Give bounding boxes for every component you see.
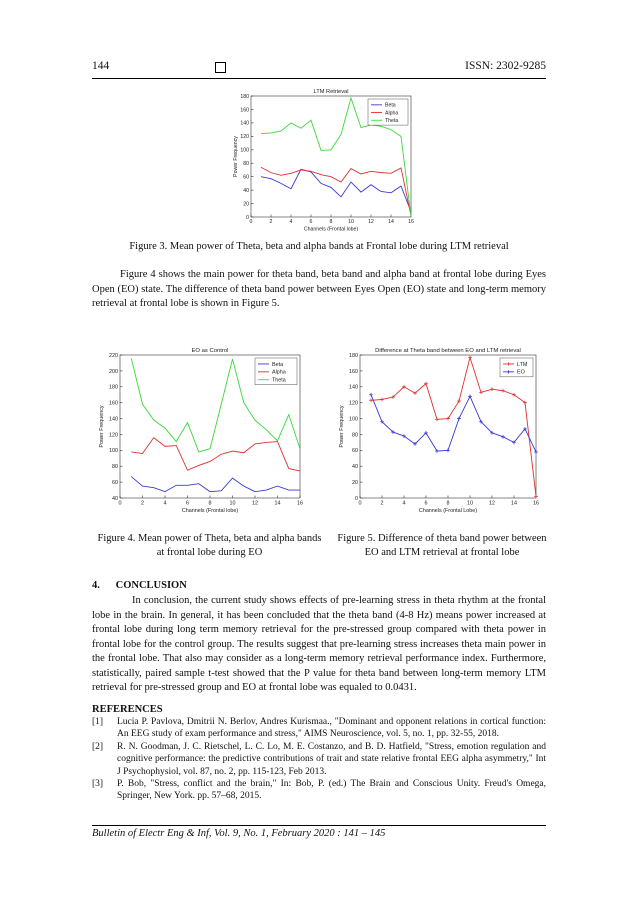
legend-label: Theta: [272, 377, 286, 384]
checkbox-square-icon: [215, 62, 226, 73]
body-paragraph: Figure 4 shows the main power for theta band, beta band and alpha band at frontal lobe during Eyes Open (EO) state. The difference of theta band power between Eyes Open (EO) state and long-term memory retrieval at frontal lobe is shown in Figure 5.: [92, 269, 546, 309]
legend-label: Alpha: [385, 110, 399, 117]
y-tick-label: 220: [109, 352, 118, 359]
page-header: [92, 60, 546, 78]
x-tick-label: 4: [289, 219, 293, 226]
footer-rule: [92, 825, 546, 826]
y-tick-label: 20: [352, 480, 358, 487]
reference-number: [1]: [92, 717, 104, 727]
x-tick-label: 12: [252, 500, 258, 507]
y-tick-label: 180: [240, 93, 249, 100]
legend-label: EO: [517, 369, 525, 376]
conclusion-text: In conclusion, the current study shows effects of pre-learning stress in theta rhythm at the frontal lobe in the brain. In general, it has been concluded that the theta band (4-8 Hz) means power increased at frontal lobe during long term memory retrieval for the pre-stressed group compared with theta power in frontal lobe for the control group. The results suggest that pre-learning stress increases theta main power in the frontal lobe. That also may consider as a long-term memory retrieval performance index. Furthermore, statistically, paired sample t-test showed that the P value for theta band between long-term memory LTM retrieval for pre-stressed group and EO at frontal lobe was equaled to 0.0431.: [92, 595, 546, 693]
figure-4-caption-line1: Figure 4. Mean power of Theta, beta and alpha bands: [97, 533, 322, 544]
legend-label: Beta: [385, 102, 396, 109]
y-tick-label: 80: [243, 161, 249, 168]
y-tick-label: 60: [112, 480, 118, 487]
x-tick-label: 0: [118, 500, 122, 507]
x-tick-label: 10: [467, 500, 473, 507]
x-tick-label: 10: [348, 219, 354, 226]
y-tick-label: 160: [349, 368, 358, 375]
y-tick-label: 80: [112, 464, 118, 471]
y-tick-label: 0: [246, 214, 249, 221]
figure-5-caption-line2: EO and LTM retrieval at frontal lobe: [364, 547, 520, 558]
x-tick-label: 4: [402, 500, 406, 507]
y-tick-label: 60: [352, 448, 358, 455]
x-tick-label: 14: [274, 500, 281, 507]
y-tick-label: 0: [355, 495, 358, 502]
chart-title: LTM Retrieval: [313, 89, 349, 95]
reference-item: [92, 778, 546, 804]
header-rule: [92, 78, 546, 79]
y-axis-label: Power Frequency: [233, 136, 239, 177]
reference-item: [92, 741, 546, 779]
x-tick-label: 14: [388, 219, 394, 226]
y-tick-label: 120: [349, 400, 358, 407]
y-tick-label: 40: [352, 464, 358, 471]
legend-label: Theta: [385, 118, 399, 125]
legend-label: Beta: [272, 361, 284, 368]
y-tick-label: 140: [240, 120, 249, 127]
reference-text: Lucia P. Pavlova, Dmitrii N. Berlov, Andres Kurismaa., "Dominant and opponent relations in cortical function: An EEG study of exam performance and stress," AIMS Neuroscience, vol. 5, no. 1, pp. 32-55, 2018.: [117, 717, 546, 740]
figure-4-caption: [92, 532, 327, 560]
conclusion-heading: 4. CONCLUSION: [92, 580, 187, 591]
x-tick-label: 6: [186, 500, 189, 507]
y-tick-label: 160: [240, 107, 249, 114]
x-tick-label: 16: [408, 219, 414, 226]
y-tick-label: 20: [243, 201, 249, 208]
y-tick-label: 180: [349, 352, 358, 359]
reference-number: [3]: [92, 779, 104, 789]
y-tick-label: 60: [243, 174, 249, 181]
figure-3-caption: Figure 3. Mean power of Theta, beta and alpha bands at Frontal lobe during LTM retrieval: [129, 241, 509, 252]
reference-number: [2]: [92, 742, 104, 752]
x-tick-label: 14: [511, 500, 517, 507]
legend-label: Alpha: [272, 369, 286, 376]
x-tick-label: 0: [249, 219, 253, 226]
reference-text: R. N. Goodman, J. C. Rietschel, L. C. Lo, M. E. Costanzo, and B. D. Hatfield, "Stress, emotion regulation and cognitive performance: the predictive contributions of trait and state relative frontal EEG alpha asymmetry," Int J Psychophysiol, vol. 87, no. 2, pp. 115-123, Feb 2013.: [117, 742, 546, 777]
y-tick-label: 40: [243, 187, 249, 194]
figure-5-caption-line1: Figure 5. Difference of theta band power between: [337, 533, 547, 544]
x-tick-label: 16: [297, 500, 303, 507]
figure-4-chart: [92, 343, 312, 518]
x-axis-label: Channels (Frontal Lobe): [418, 507, 478, 514]
chart-title: Difference at Theta band between EO and LTM retrieval: [375, 348, 521, 354]
issn-label: ISSN: 2302-9285: [465, 60, 546, 72]
y-tick-label: 100: [240, 147, 249, 154]
y-tick-label: 120: [109, 432, 118, 439]
x-tick-label: 8: [208, 500, 212, 507]
chart-title: EO as Control: [191, 348, 229, 354]
x-axis-label: Channels (Frontal lobe): [181, 507, 239, 514]
y-tick-label: 120: [240, 134, 249, 141]
page-number: 144: [92, 60, 110, 72]
x-tick-label: 10: [229, 500, 236, 507]
x-tick-label: 8: [446, 500, 450, 507]
footer-text: Bulletin of Electr Eng & Inf, Vol. 9, No. 1, February 2020 : 141 – 145: [92, 828, 386, 839]
figure-5-caption: [337, 532, 547, 560]
x-axis-label: Channels (Frontal lobe): [303, 226, 359, 231]
y-tick-label: 100: [349, 416, 358, 423]
y-tick-label: 140: [109, 416, 118, 423]
y-tick-label: 80: [352, 432, 358, 439]
y-tick-label: 100: [109, 448, 118, 455]
y-axis-label: Power Frequency: [339, 405, 345, 448]
x-tick-label: 16: [533, 500, 539, 507]
x-tick-label: 4: [163, 500, 167, 507]
y-tick-label: 200: [109, 368, 118, 375]
x-tick-label: 0: [358, 500, 362, 507]
legend-label: LTM: [517, 361, 528, 368]
reference-text: P. Bob, "Stress, conflict and the brain," In: Bob, P. (ed.) The Brain and Conscious Unity. Freud's Omega, Springer, New York. pp. 57–68, 2015.: [117, 779, 546, 802]
x-tick-label: 12: [489, 500, 495, 507]
x-tick-label: 8: [329, 219, 333, 226]
x-tick-label: 2: [141, 500, 144, 507]
references-heading: REFERENCES: [92, 704, 163, 715]
figure-5-chart: [333, 343, 551, 518]
x-tick-label: 12: [368, 219, 374, 226]
x-tick-label: 2: [269, 219, 273, 226]
y-tick-label: 180: [109, 384, 118, 391]
figure-4-caption-line2: at frontal lobe during EO: [156, 547, 263, 558]
figure-3-chart: [230, 86, 420, 231]
y-tick-label: 140: [349, 384, 358, 391]
x-tick-label: 6: [309, 219, 313, 226]
y-tick-label: 40: [112, 495, 118, 502]
x-tick-label: 6: [424, 500, 428, 507]
y-tick-label: 160: [109, 400, 118, 407]
y-axis-label: Power Frequency: [99, 405, 105, 448]
x-tick-label: 2: [380, 500, 384, 507]
